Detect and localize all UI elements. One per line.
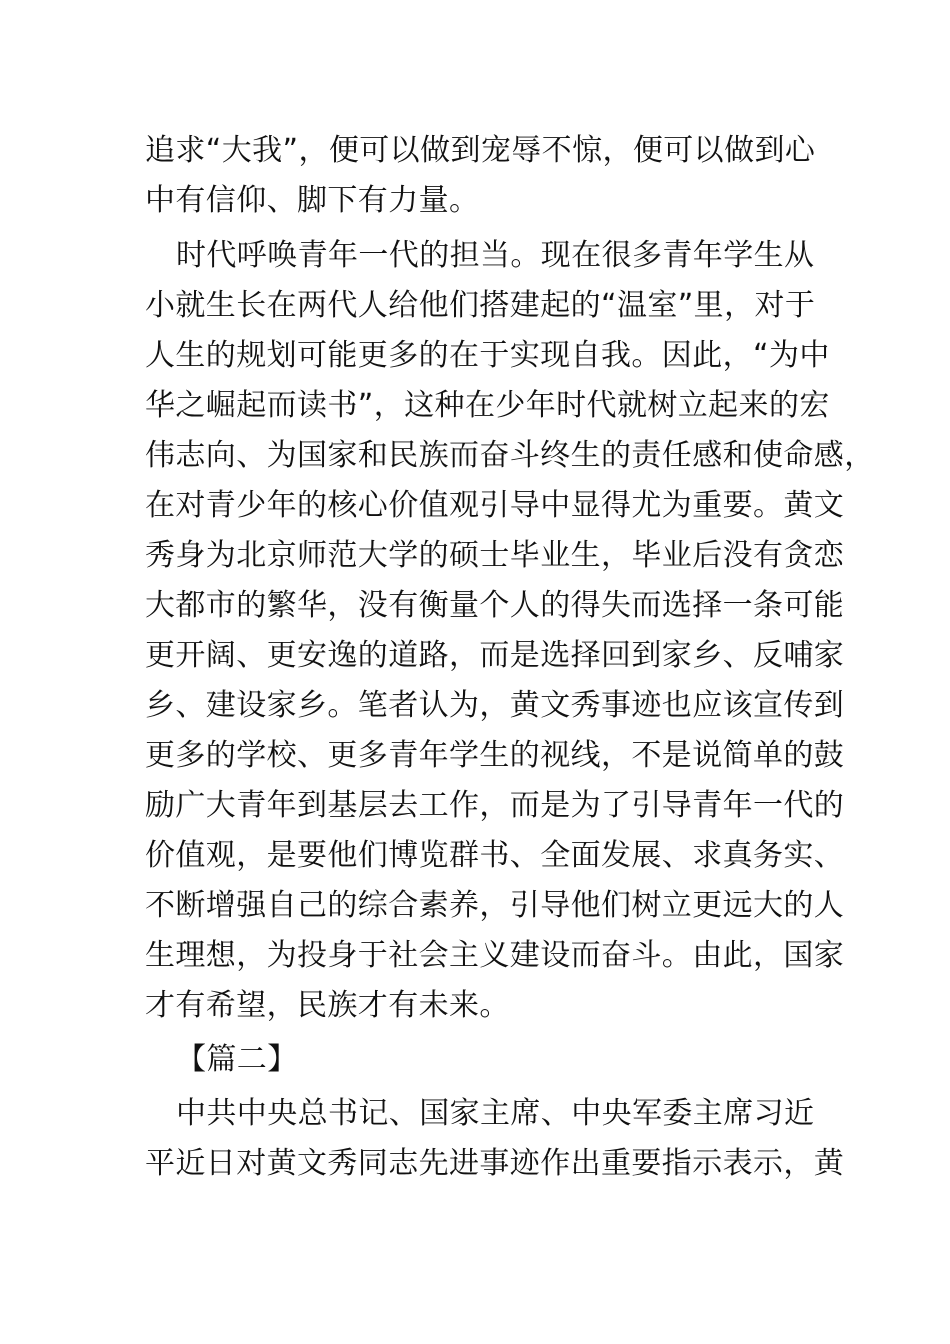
paragraph-2-line-8: 大都市的繁华，没有衡量个人的得失而选择一条可能 xyxy=(145,588,845,623)
paragraph-1-line-1: 追求“大我”，便可以做到宠辱不惊，便可以做到心 xyxy=(145,133,816,168)
paragraph-2-line-10: 乡、建设家乡。笔者认为，黄文秀事迹也应该宣传到 xyxy=(145,688,845,723)
paragraph-2-line-15: 生理想，为投身于社会主义建设而奋斗。由此，国家 xyxy=(145,938,845,973)
paragraph-2-line-3: 人生的规划可能更多的在于实现自我。因此，“为中 xyxy=(145,338,830,373)
paragraph-2-line-2: 小就生长在两代人给他们搭建起的“温室”里，对于 xyxy=(145,288,816,323)
paragraph-1-line-2: 中有信仰、脚下有力量。 xyxy=(145,183,480,218)
paragraph-2-line-13: 价值观，是要他们博览群书、全面发展、求真务实、 xyxy=(145,838,845,873)
paragraph-2-line-14: 不断增强自己的综合素养，引导他们树立更远大的人 xyxy=(145,888,845,923)
paragraph-2-line-4: 华之崛起而读书”，这种在少年时代就树立起来的宏 xyxy=(145,388,830,423)
paragraph-2-line-7: 秀身为北京师范大学的硕士毕业生，毕业后没有贪恋 xyxy=(145,538,845,573)
paragraph-2-line-12: 励广大青年到基层去工作，而是为了引导青年一代的 xyxy=(145,788,845,823)
paragraph-2-line-16: 才有希望，民族才有未来。 xyxy=(145,988,510,1023)
paragraph-3-line-2: 平近日对黄文秀同志先进事迹作出重要指示表示，黄 xyxy=(145,1146,845,1181)
section-heading: 【篇二】 xyxy=(176,1042,298,1077)
paragraph-2-line-11: 更多的学校、更多青年学生的视线，不是说简单的鼓 xyxy=(145,738,845,773)
paragraph-2-line-1: 时代呼唤青年一代的担当。现在很多青年学生从 xyxy=(176,238,815,273)
paragraph-2-line-5: 伟志向、为国家和民族而奋斗终生的责任感和使命感， xyxy=(145,438,875,473)
paragraph-2-line-9: 更开阔、更安逸的道路，而是选择回到家乡、反哺家 xyxy=(145,638,845,673)
paragraph-3-line-1: 中共中央总书记、国家主席、中央军委主席习近 xyxy=(176,1096,815,1131)
paragraph-2-line-6: 在对青少年的核心价值观引导中显得尤为重要。黄文 xyxy=(145,488,845,523)
